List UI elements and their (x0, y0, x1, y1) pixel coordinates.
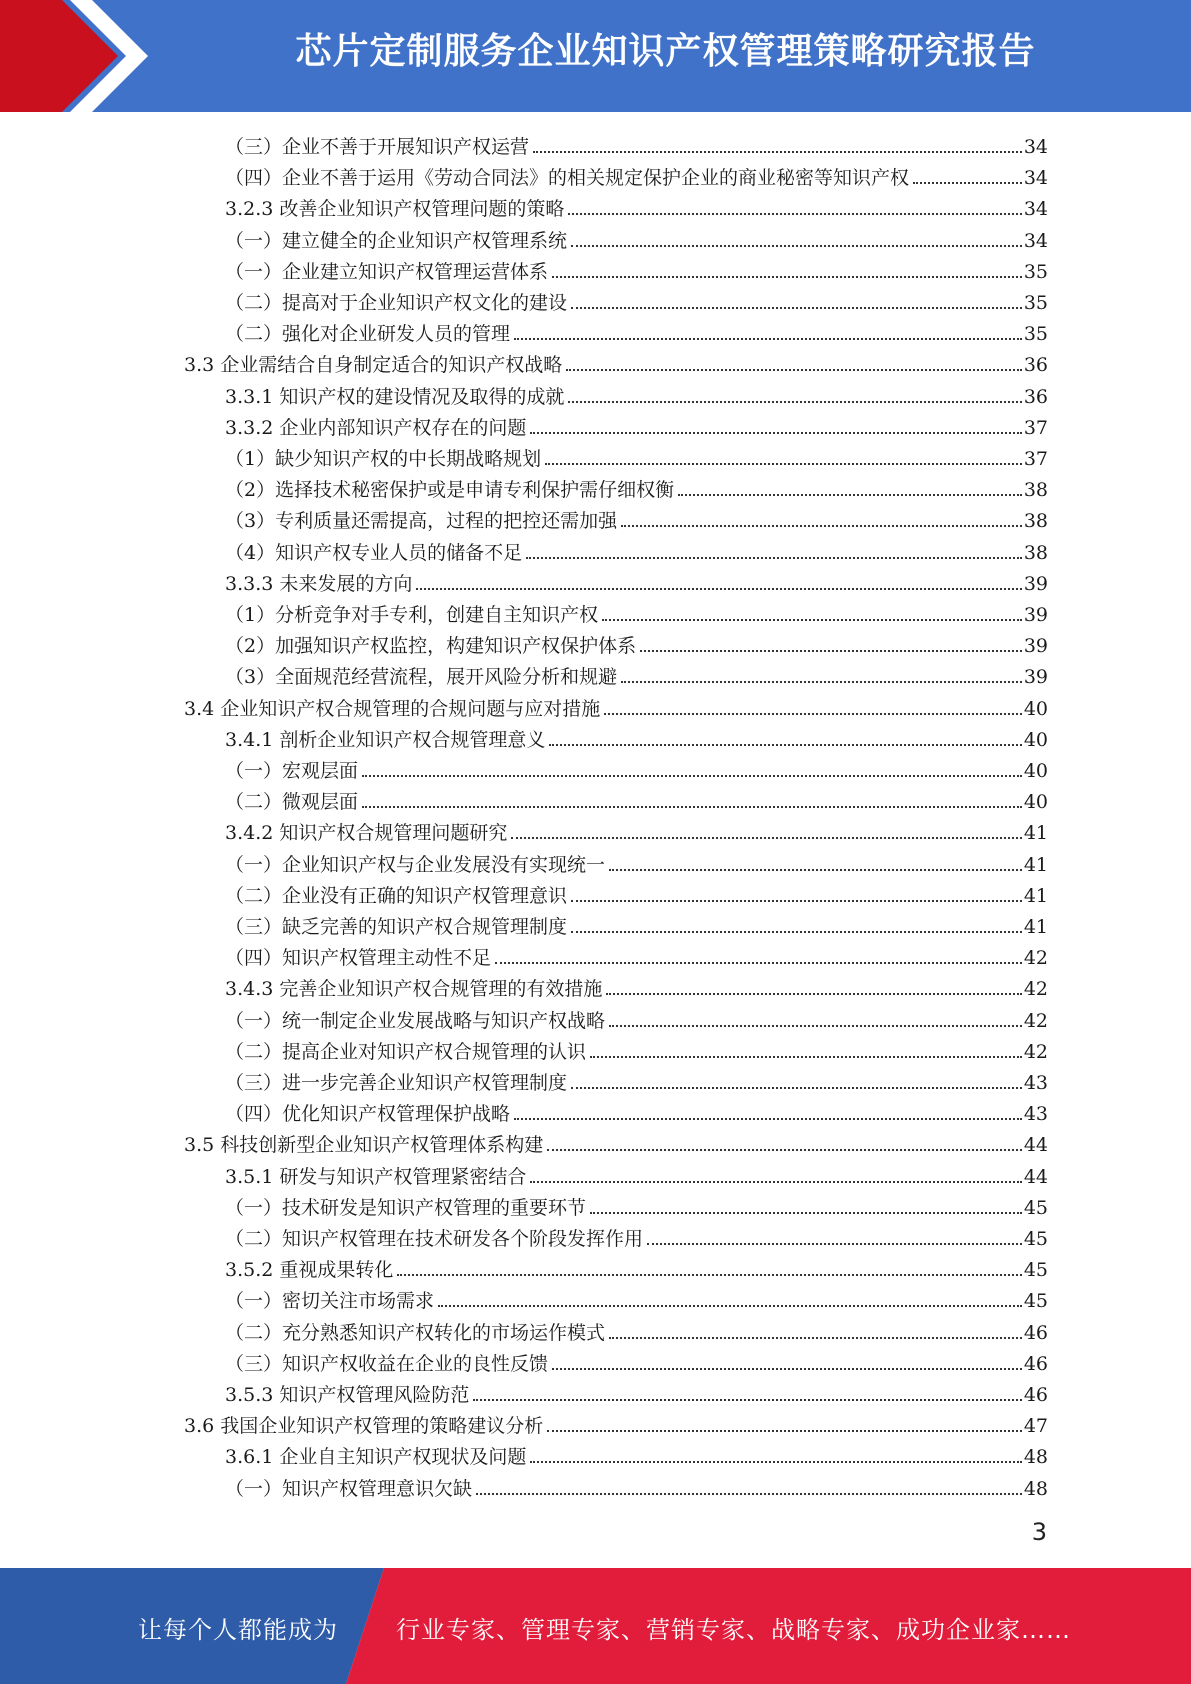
toc-entry-page: 45 (1023, 1228, 1048, 1250)
toc-entry-label: （四）优化知识产权管理保护战略 (225, 1103, 511, 1126)
toc-entry-page: 35 (1023, 292, 1048, 314)
toc-dot-leader (913, 181, 1022, 184)
toc-dot-leader (571, 899, 1022, 902)
toc-entry-label: （二）提高企业对知识产权合规管理的认识 (225, 1040, 587, 1063)
toc-entry-label: （2）加强知识产权监控，构建知识产权保护体系 (225, 635, 637, 658)
toc-entry-label: 3.4 企业知识产权合规管理的合规问题与应对措施 (184, 697, 601, 720)
toc-entry-label: （三）缺乏完善的知识产权合规管理制度 (225, 916, 568, 938)
toc-entry-page: 34 (1023, 167, 1048, 190)
toc-entry[interactable] (225, 1095, 1048, 1126)
toc-entry-page: 44 (1023, 1165, 1048, 1188)
toc-entry-label: （一）宏观层面 (225, 760, 359, 782)
toc-entry-label: （4）知识产权专业人员的储备不足 (225, 541, 523, 564)
toc-entry[interactable] (225, 128, 1048, 159)
toc-entry-page: 35 (1023, 260, 1048, 283)
toc-entry-page: 36 (1023, 354, 1048, 377)
toc-dot-leader (571, 306, 1022, 309)
toc-entry[interactable] (225, 159, 1048, 190)
toc-dot-leader (647, 1242, 1022, 1245)
toc-entry-label: （3）专利质量还需提高，过程的把控还需加强 (225, 510, 618, 533)
toc-entry-label: 3.3.2 企业内部知识产权存在的问题 (225, 416, 527, 439)
toc-entry-label: 3.5.2 重视成果转化 (225, 1259, 394, 1282)
toc-entry[interactable] (225, 1158, 1048, 1189)
toc-entry-label: （一）统一制定企业发展战略与知识产权战略 (225, 1009, 606, 1032)
toc-dot-leader (609, 868, 1022, 871)
toc-dot-leader (547, 1429, 1022, 1432)
toc-entry[interactable] (225, 1438, 1048, 1469)
toc-entry[interactable] (225, 534, 1048, 565)
toc-entry-label: 3.5.1 研发与知识产权管理紧密结合 (225, 1165, 527, 1188)
toc-entry[interactable] (225, 409, 1048, 440)
toc-entry-page: 41 (1023, 884, 1048, 907)
toc-entry-page: 41 (1023, 822, 1048, 845)
toc-dot-leader (416, 587, 1021, 590)
toc-entry-label: （二）提高对于企业知识产权文化的建设 (225, 292, 568, 314)
toc-entry-page: 40 (1023, 760, 1048, 782)
toc-dot-leader (568, 400, 1021, 403)
toc-dot-leader (530, 431, 1021, 434)
toc-dot-leader (621, 680, 1022, 683)
toc-entry[interactable] (225, 596, 1048, 627)
toc-entry-page: 41 (1023, 916, 1048, 938)
toc-entry-page: 46 (1023, 1384, 1048, 1406)
toc-entry-label: （一）密切关注市场需求 (225, 1290, 435, 1313)
toc-dot-leader (362, 774, 1022, 777)
toc-entry-page: 36 (1023, 385, 1048, 408)
toc-entry-label: 3.2.3 改善企业知识产权管理问题的策略 (225, 198, 565, 221)
toc-entry-label: （三）企业不善于开展知识产权运营 (225, 136, 530, 158)
toc-entry-page: 46 (1023, 1321, 1048, 1344)
toc-entry-label: （二）强化对企业研发人员的管理 (225, 323, 511, 346)
toc-entry-page: 44 (1023, 1134, 1048, 1157)
toc-entry[interactable] (225, 1314, 1048, 1345)
toc-entry-page: 43 (1023, 1072, 1048, 1094)
toc-entry-page: 48 (1023, 1477, 1048, 1500)
toc-entry-page: 42 (1023, 978, 1048, 1001)
toc-entry-label: （四）知识产权管理主动性不足 (225, 947, 492, 970)
toc-dot-leader (526, 556, 1022, 559)
toc-entry-label: （一）建立健全的企业知识产权管理系统 (225, 229, 568, 252)
toc-entry-label: （三）知识产权收益在企业的良性反馈 (225, 1352, 549, 1375)
toc-entry-page: 46 (1023, 1352, 1048, 1375)
toc-dot-leader (678, 493, 1022, 496)
toc-dot-leader (552, 275, 1022, 278)
toc-dot-leader (473, 1398, 1021, 1401)
toc-dot-leader (533, 150, 1022, 153)
footer-slogan-left: 让每个人都能成为 (138, 1616, 338, 1644)
toc-entry[interactable] (225, 846, 1048, 877)
toc-dot-leader (438, 1304, 1022, 1307)
toc-dot-leader (606, 992, 1021, 995)
toc-entry[interactable] (225, 471, 1048, 502)
toc-dot-leader (514, 1117, 1022, 1120)
toc-entry[interactable] (225, 752, 1048, 783)
toc-entry-label: 3.5.3 知识产权管理风险防范 (225, 1384, 470, 1406)
toc-dot-leader (397, 1273, 1021, 1276)
toc-entry-page: 39 (1023, 635, 1048, 658)
toc-entry-label: 3.4.3 完善企业知识产权合规管理的有效措施 (225, 978, 603, 1001)
toc-entry[interactable] (225, 284, 1048, 315)
toc-entry[interactable] (225, 253, 1048, 284)
toc-entry[interactable] (225, 565, 1048, 596)
toc-dot-leader (530, 1460, 1021, 1463)
toc-entry-label: （3）全面规范经营流程，展开风险分析和规避 (225, 666, 618, 689)
toc-entry[interactable] (225, 1189, 1048, 1220)
toc-entry[interactable] (225, 1470, 1048, 1501)
toc-entry-page: 40 (1023, 791, 1048, 814)
toc-entry[interactable] (225, 440, 1048, 471)
toc-dot-leader (566, 368, 1022, 371)
page-footer (0, 1568, 1191, 1684)
toc-entry[interactable] (225, 877, 1048, 908)
toc-dot-leader (476, 1492, 1022, 1495)
toc-entry[interactable] (225, 1282, 1048, 1313)
toc-entry[interactable] (225, 190, 1048, 221)
toc-entry[interactable] (184, 1407, 1048, 1438)
document-title: 芯片定制服务企业知识产权管理策略研究报告 (295, 31, 1036, 72)
toc-entry-page: 34 (1023, 198, 1048, 221)
page-header (0, 0, 1191, 112)
toc-entry[interactable] (184, 1126, 1048, 1157)
toc-dot-leader (609, 1336, 1022, 1339)
toc-entry-label: （一）企业建立知识产权管理运营体系 (225, 260, 549, 283)
toc-entry-page: 42 (1023, 1040, 1048, 1063)
toc-entry-label: （一）技术研发是知识产权管理的重要环节 (225, 1196, 587, 1219)
toc-entry-label: 3.6.1 企业自主知识产权现状及问题 (225, 1446, 527, 1469)
toc-entry[interactable] (225, 1220, 1048, 1251)
toc-dot-leader (571, 244, 1022, 247)
toc-entry[interactable] (225, 1345, 1048, 1376)
toc-entry-label: （1）分析竞争对手专利，创建自主知识产权 (225, 604, 599, 626)
toc-entry-label: 3.5 科技创新型企业知识产权管理体系构建 (184, 1134, 544, 1157)
toc-entry[interactable] (225, 378, 1048, 409)
toc-entry-page: 38 (1023, 479, 1048, 502)
toc-entry-label: 3.3.1 知识产权的建设情况及取得的成就 (225, 385, 565, 408)
toc-entry-label: （2）选择技术秘密保护或是申请专利保护需仔细权衡 (225, 479, 675, 502)
toc-entry-label: （一）企业知识产权与企业发展没有实现统一 (225, 853, 606, 876)
toc-dot-leader (571, 930, 1022, 933)
toc-entry[interactable] (225, 1376, 1048, 1407)
toc-dot-leader (547, 1148, 1022, 1151)
toc-dot-leader (552, 1367, 1022, 1370)
toc-dot-leader (362, 805, 1022, 808)
toc-entry-page: 37 (1023, 448, 1048, 470)
toc-entry-page: 42 (1023, 1009, 1048, 1032)
toc-entry-page: 43 (1023, 1103, 1048, 1126)
toc-entry-label: 3.3 企业需结合自身制定适合的知识产权战略 (184, 354, 563, 377)
toc-entry-page: 40 (1023, 697, 1048, 720)
toc-entry-label: （1）缺少知识产权的中长期战略规划 (225, 448, 542, 470)
toc-entry[interactable] (225, 1064, 1048, 1095)
toc-entry-page: 45 (1023, 1196, 1048, 1219)
toc-entry-label: 3.6 我国企业知识产权管理的策略建议分析 (184, 1415, 544, 1438)
toc-entry-page: 37 (1023, 416, 1048, 439)
toc-entry-page: 34 (1023, 136, 1048, 158)
toc-entry-page: 45 (1023, 1259, 1048, 1282)
toc-entry-label: （二）企业没有正确的知识产权管理意识 (225, 884, 568, 907)
toc-dot-leader (621, 524, 1022, 527)
toc-entry[interactable] (225, 1033, 1048, 1064)
toc-entry-page: 42 (1023, 947, 1048, 970)
toc-entry-label: （二）知识产权管理在技术研发各个阶段发挥作用 (225, 1228, 644, 1250)
toc-entry-label: （三）进一步完善企业知识产权管理制度 (225, 1072, 568, 1094)
toc-entry-label: 3.4.1 剖析企业知识产权合规管理意义 (225, 728, 546, 751)
toc-entry-label: 3.3.3 未来发展的方向 (225, 572, 413, 595)
toc-entry-page: 48 (1023, 1446, 1048, 1469)
toc-entry-label: 3.4.2 知识产权合规管理问题研究 (225, 822, 508, 845)
toc-dot-leader (590, 1055, 1022, 1058)
toc-dot-leader (545, 462, 1022, 465)
toc-entry[interactable] (225, 658, 1048, 689)
toc-entry-page: 39 (1023, 666, 1048, 689)
toc-dot-leader (609, 1024, 1022, 1027)
toc-entry-label: （二）充分熟悉知识产权转化的市场运作模式 (225, 1321, 606, 1344)
toc-dot-leader (549, 743, 1021, 746)
toc-entry[interactable] (225, 970, 1048, 1001)
toc-entry-page: 38 (1023, 541, 1048, 564)
toc-entry[interactable] (225, 1251, 1048, 1282)
toc-entry[interactable] (225, 502, 1048, 533)
toc-entry-page: 47 (1023, 1415, 1048, 1438)
toc-entry[interactable] (225, 908, 1048, 939)
toc-dot-leader (530, 1180, 1021, 1183)
toc-entry[interactable] (225, 315, 1048, 346)
toc-dot-leader (511, 836, 1021, 839)
toc-entry[interactable] (225, 1002, 1048, 1033)
toc-entry[interactable] (225, 939, 1048, 970)
page-number: 3 (1031, 1518, 1047, 1546)
toc-dot-leader (590, 1211, 1022, 1214)
toc-entry-page: 40 (1023, 728, 1048, 751)
toc-entry-page: 38 (1023, 510, 1048, 533)
toc-dot-leader (495, 961, 1022, 964)
toc-entry-page: 34 (1023, 229, 1048, 252)
toc-dot-leader (604, 712, 1022, 715)
toc-dot-leader (640, 649, 1022, 652)
toc-dot-leader (602, 618, 1022, 621)
toc-entry[interactable] (225, 627, 1048, 658)
toc-entry[interactable] (184, 346, 1048, 377)
toc-entry-page: 35 (1023, 323, 1048, 346)
toc-dot-leader (514, 337, 1022, 340)
toc-entry-page: 39 (1023, 572, 1048, 595)
toc-entry-label: （一）知识产权管理意识欠缺 (225, 1477, 473, 1500)
toc-entry[interactable] (225, 222, 1048, 253)
toc-entry-page: 45 (1023, 1290, 1048, 1313)
toc-entry[interactable] (225, 814, 1048, 845)
toc-entry-page: 39 (1023, 604, 1048, 626)
toc-entry-label: （四）企业不善于运用《劳动合同法》的相关规定保护企业的商业秘密等知识产权 (225, 167, 910, 190)
footer-slogan-right: 行业专家、管理专家、营销专家、战略专家、成功企业家…… (396, 1616, 1071, 1644)
toc-entry-page: 41 (1023, 853, 1048, 876)
toc-entry[interactable] (184, 690, 1048, 721)
toc-dot-leader (571, 1086, 1022, 1089)
toc-dot-leader (568, 212, 1021, 215)
toc-entry[interactable] (225, 783, 1048, 814)
toc-entry[interactable] (225, 721, 1048, 752)
toc-entry-label: （二）微观层面 (225, 791, 359, 814)
